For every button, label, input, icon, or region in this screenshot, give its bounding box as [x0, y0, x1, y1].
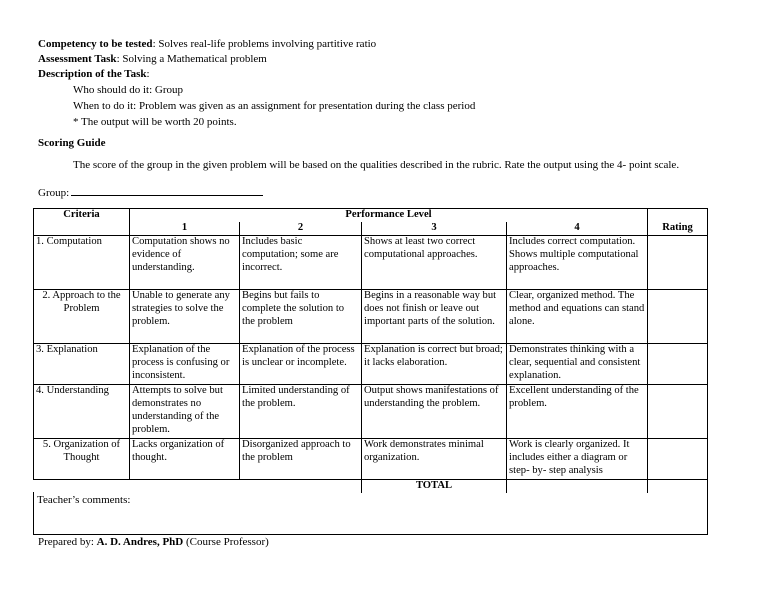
rating-header-top [648, 209, 708, 222]
description-line [38, 68, 150, 81]
worth-line: * The output will be worth 20 points. [73, 116, 237, 128]
level-1-header: 1 [130, 222, 240, 235]
table-row [34, 343, 708, 384]
who-line: Who should do it: Group [73, 84, 183, 96]
performance-level-header: Performance Level [130, 209, 648, 222]
criterion-cell: 1. Computation [34, 235, 130, 289]
group-blank-line[interactable] [71, 185, 263, 196]
level-3-cell: Begins in a reasonable way but does not finish or leave out important parts of the solution. [362, 289, 507, 343]
when-line: When to do it: Problem was given as an assignment for presentation during the class period [73, 100, 476, 112]
total-spacer-2 [507, 479, 648, 492]
assessment-label: Assessment Task [38, 53, 117, 65]
teacher-comments-label: Teacher’s comments: [37, 494, 131, 506]
group-field[interactable] [38, 185, 263, 200]
assessment-line [38, 53, 267, 66]
criteria-header-spacer [34, 222, 130, 235]
level-2-header: 2 [240, 222, 362, 235]
group-label: Group: [38, 187, 70, 199]
level-3-cell: Output shows manifestations of understanding the problem. [362, 384, 507, 438]
prepared-by-name: A. D. Andres, PhD [96, 536, 184, 548]
table-row [34, 438, 708, 479]
rating-cell[interactable] [648, 235, 708, 289]
rating-cell[interactable] [648, 384, 708, 438]
prepared-by-line [38, 536, 269, 549]
scoring-guide-title: Scoring Guide [38, 137, 106, 149]
level-2-cell: Begins but fails to complete the solution to the problem [240, 289, 362, 343]
total-label: TOTAL [362, 479, 507, 492]
level-3-cell: Work demonstrates minimal organization. [362, 438, 507, 479]
prepared-by-role: (Course Professor) [183, 536, 269, 548]
level-4-cell: Includes correct computation. Shows multiple computational approaches. [507, 235, 648, 289]
criterion-cell: 4. Understanding [34, 384, 130, 438]
total-rating-cell[interactable] [648, 479, 708, 492]
level-4-cell: Excellent understanding of the problem. [507, 384, 648, 438]
competency-line [38, 38, 376, 51]
level-2-cell: Explanation of the process is unclear or incomplete. [240, 343, 362, 384]
level-2-cell: Includes basic computation; some are incorrect. [240, 235, 362, 289]
description-colon: : [146, 68, 150, 80]
level-3-header: 3 [362, 222, 507, 235]
total-row [34, 479, 708, 492]
level-3-cell: Shows at least two correct computational approaches. [362, 235, 507, 289]
criterion-cell: 2. Approach to the Problem [34, 289, 130, 343]
table-row [34, 235, 708, 289]
prepared-by-label: Prepared by: [38, 536, 97, 548]
level-1-cell: Unable to generate any strategies to solve the problem. [130, 289, 240, 343]
table-row [34, 289, 708, 343]
level-1-cell: Attempts to solve but demonstrates no understanding of the problem. [130, 384, 240, 438]
competency-value: : Solves real-life problems involving partitive ratio [152, 38, 377, 50]
rubric-table [33, 208, 708, 493]
rating-cell[interactable] [648, 343, 708, 384]
rating-cell[interactable] [648, 438, 708, 479]
level-2-cell: Disorganized approach to the problem [240, 438, 362, 479]
table-row [34, 384, 708, 438]
criterion-cell: 3. Explanation [34, 343, 130, 384]
level-1-cell: Lacks organization of thought. [130, 438, 240, 479]
level-4-cell: Demonstrates thinking with a clear, sequential and consistent explanation. [507, 343, 648, 384]
level-4-cell: Clear, organized method. The method and equations can stand alone. [507, 289, 648, 343]
criteria-header: Criteria [34, 209, 130, 222]
assessment-value: : Solving a Mathematical problem [116, 53, 267, 65]
rating-header: Rating [648, 222, 708, 235]
rating-cell[interactable] [648, 289, 708, 343]
level-1-cell: Computation shows no evidence of understanding. [130, 235, 240, 289]
description-label: Description of the Task [38, 68, 147, 80]
competency-label: Competency to be tested [38, 38, 153, 50]
scoring-guide-text: The score of the group in the given problem will be based on the qualities described in the rubric. Rate the output using the 4- point scale. [73, 159, 680, 171]
level-4-cell: Work is clearly organized. It includes either a diagram or step- by- step analysis [507, 438, 648, 479]
level-4-header: 4 [507, 222, 648, 235]
criterion-cell: 5. Organization of Thought [34, 438, 130, 479]
level-3-cell: Explanation is correct but broad; it lacks elaboration. [362, 343, 507, 384]
teacher-comments-box[interactable] [33, 492, 708, 535]
total-spacer [34, 479, 362, 492]
level-2-cell: Limited understanding of the problem. [240, 384, 362, 438]
level-1-cell: Explanation of the process is confusing or inconsistent. [130, 343, 240, 384]
